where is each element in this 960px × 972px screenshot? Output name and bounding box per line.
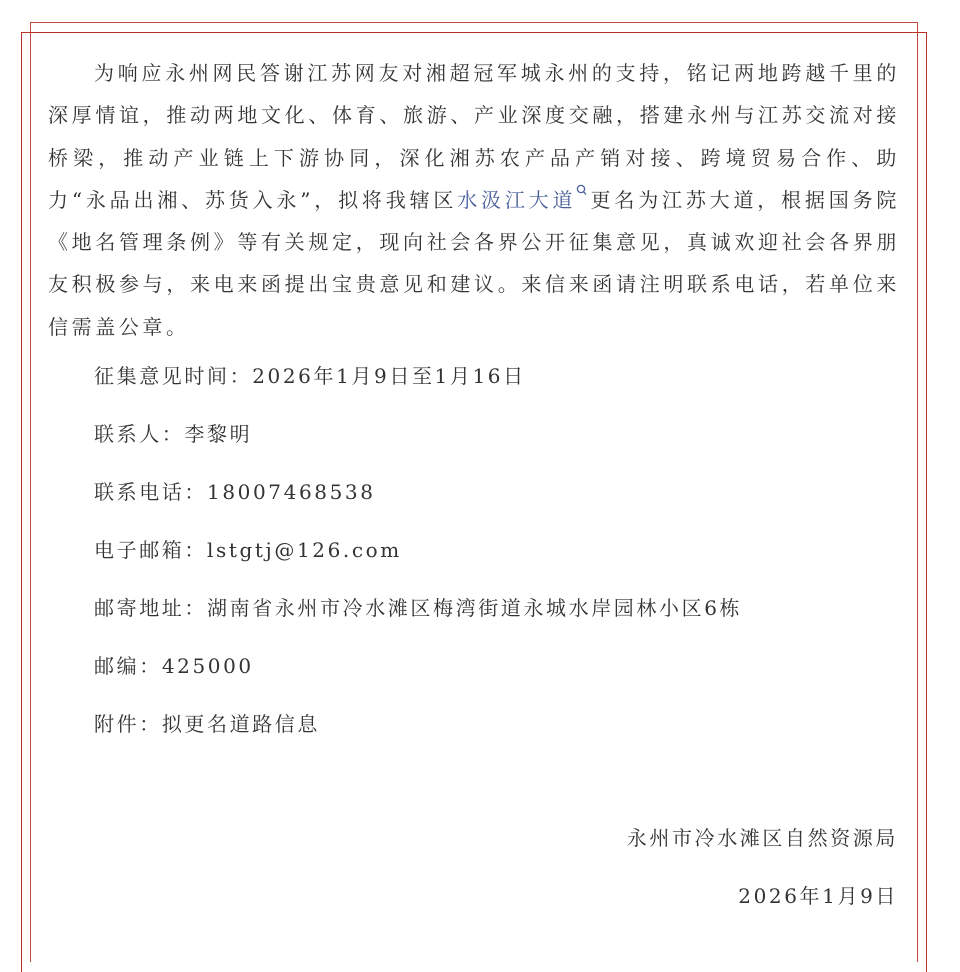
info-value: 拟更名道路信息	[161, 712, 321, 737]
info-row-email	[48, 536, 900, 594]
info-value: 425000	[161, 654, 254, 679]
info-label: 邮寄地址：	[94, 596, 207, 621]
info-row-contact-person	[48, 420, 900, 478]
info-row-postcode	[48, 652, 900, 710]
contact-info-list	[48, 362, 900, 768]
road-name-link[interactable]: 水汲江大道	[457, 187, 577, 212]
info-row-phone	[48, 478, 900, 536]
info-row-period	[48, 362, 900, 420]
info-label: 联系电话：	[94, 480, 207, 505]
info-value: 李黎明	[184, 422, 253, 447]
info-value: 湖南省永州市冷水滩区梅湾街道永城水岸园林小区6栋	[207, 596, 743, 621]
info-value: lstgtj@126.com	[207, 538, 402, 563]
info-label: 联系人：	[94, 422, 185, 447]
info-value: 2026年1月9日至1月16日	[252, 364, 526, 389]
paragraph-text-start: 为响应永州网民答谢江苏网友对湘超冠军城永州的支持，铭记两地跨越千里的深厚情谊，推动两地文化、体育、旅游、产业深度交融，搭建永州与江苏交流对接桥梁，推动产业链上下游协同，深化湘苏农产品产销对接、跨境贸易合作、助力“永品出湘、苏货入永”，拟将我辖区	[48, 61, 900, 212]
info-label: 邮编：	[94, 654, 162, 679]
announcement-paragraph	[48, 52, 900, 348]
info-label: 附件：	[94, 712, 162, 737]
info-label: 征集意见时间：	[94, 364, 253, 389]
info-label: 电子邮箱：	[94, 538, 207, 563]
search-icon[interactable]	[576, 184, 588, 198]
signature-date: 2026年1月9日	[738, 884, 898, 908]
paragraph-text-end: 更名为江苏大道，根据国务院《地名管理条例》等有关规定，现向社会各界公开征集意见，真诚欢迎社会各界朋友积极参与，来电来函提出宝贵意见和建议。来信来函请注明联系电话，若单位来信需盖公章。	[48, 187, 900, 339]
info-value: 18007468538	[207, 480, 376, 505]
info-row-attachment	[48, 710, 900, 768]
signature-organization: 永州市冷水滩区自然资源局	[626, 826, 898, 850]
info-row-address	[48, 594, 900, 652]
document-body	[48, 52, 900, 768]
